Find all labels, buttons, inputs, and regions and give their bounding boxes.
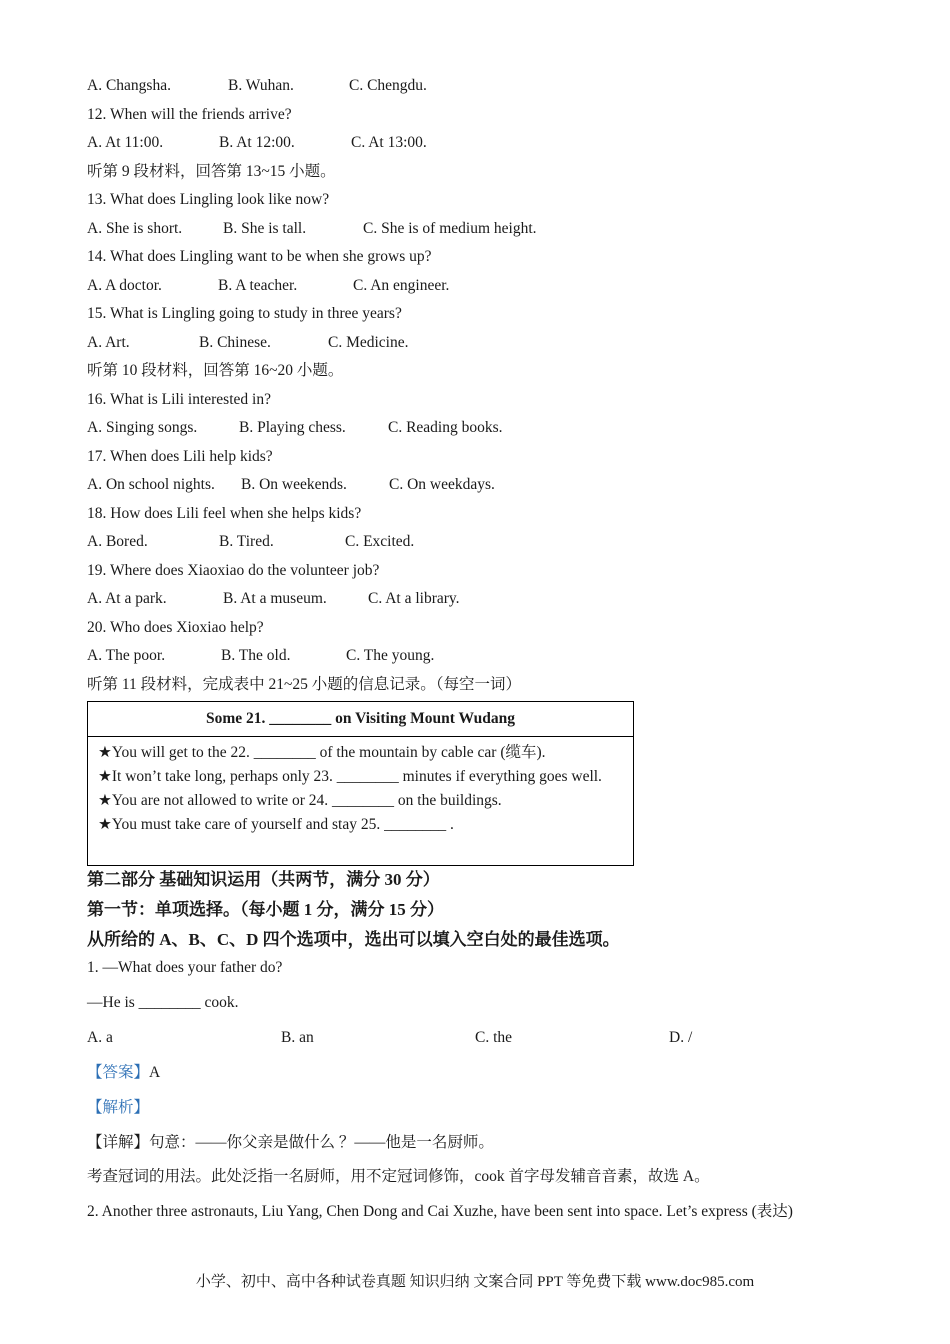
q16-option-b: B. Playing chess. bbox=[239, 419, 346, 436]
mc1-line2: —He is ________ cook. bbox=[87, 994, 239, 1011]
table-item-24: ★You are not allowed to write or 24. ________ on the buildings. bbox=[98, 792, 502, 809]
q11-option-a: A. Changsha. bbox=[87, 77, 171, 94]
page-footer: 小学、初中、高中各种试卷真题 知识归纳 文案合同 PPT 等免费下载 www.doc985.com bbox=[195, 1274, 755, 1290]
segment-10-instruction: 听第 10 段材料，回答第 16~20 小题。 bbox=[87, 362, 344, 379]
q19-option-a: A. At a park. bbox=[87, 590, 167, 607]
q17-option-b: B. On weekends. bbox=[241, 476, 347, 493]
q18-option-c: C. Excited. bbox=[345, 533, 415, 550]
q17-option-c: C. On weekdays. bbox=[389, 476, 495, 493]
q19-option-c: C. At a library. bbox=[368, 590, 460, 607]
q15-option-a: A. Art. bbox=[87, 334, 130, 351]
q20-question: 20. Who does Xioxiao help? bbox=[87, 619, 264, 636]
mc1-option-c: C. the bbox=[475, 1029, 513, 1046]
answer-value: A bbox=[149, 1064, 161, 1081]
segment-9-instruction: 听第 9 段材料，回答第 13~15 小题。 bbox=[87, 163, 336, 180]
q14-question: 14. What does Lingling want to be when she grows up? bbox=[87, 248, 432, 265]
table-item-25: ★You must take care of yourself and stay 25. ________ . bbox=[98, 816, 454, 833]
q15-option-b: B. Chinese. bbox=[199, 334, 271, 351]
answer-label: 【答案】 bbox=[87, 1064, 150, 1081]
section-one-heading: 第一节：单项选择。（每小题 1 分，满分 15 分） bbox=[87, 900, 444, 919]
q12-option-c: C. At 13:00. bbox=[351, 134, 427, 151]
q17-option-a: A. On school nights. bbox=[87, 476, 215, 493]
q19-option-b: B. At a museum. bbox=[223, 590, 327, 607]
mc1-option-b: B. an bbox=[281, 1029, 314, 1046]
mc1-option-a: A. a bbox=[87, 1029, 113, 1046]
q15-option-c: C. Medicine. bbox=[328, 334, 409, 351]
q13-option-b: B. She is tall. bbox=[223, 220, 307, 237]
section-instruction: 从所给的 A、B、C、D 四个选项中，选出可以填入空白处的最佳选项。 bbox=[87, 930, 620, 949]
q16-option-a: A. Singing songs. bbox=[87, 419, 198, 436]
q18-option-a: A. Bored. bbox=[87, 533, 148, 550]
analysis-line bbox=[87, 1098, 149, 1118]
answer-line bbox=[87, 1063, 160, 1083]
mc1-option-d: D. / bbox=[669, 1029, 693, 1046]
q12-option-a: A. At 11:00. bbox=[87, 134, 164, 151]
q11-option-c: C. Chengdu. bbox=[349, 77, 427, 94]
q18-option-b: B. Tired. bbox=[219, 533, 274, 550]
info-record-table bbox=[87, 701, 634, 866]
detail-line: 【详解】句意：——你父亲是做什么 ？——他是一名厨师。 bbox=[87, 1134, 494, 1151]
q11-option-b: B. Wuhan. bbox=[228, 77, 294, 94]
q19-question: 19. Where does Xiaoxiao do the volunteer job? bbox=[87, 562, 380, 579]
q14-option-a: A. A doctor. bbox=[87, 277, 162, 294]
segment-11-instruction: 听第 11 段材料，完成表中 21~25 小题的信息记录。（每空一词） bbox=[87, 676, 522, 693]
q15-question: 15. What is Lingling going to study in three years? bbox=[87, 305, 402, 322]
q13-option-a: A. She is short. bbox=[87, 220, 183, 237]
table-item-23: ★It won’t take long, perhaps only 23. ________ minutes if everything goes well. bbox=[98, 768, 602, 785]
q20-option-c: C. The young. bbox=[346, 647, 435, 664]
q14-option-b: B. A teacher. bbox=[218, 277, 298, 294]
q18-question: 18. How does Lili feel when she helps kids? bbox=[87, 505, 362, 522]
analysis-label: 【解析】 bbox=[87, 1099, 150, 1116]
q13-question: 13. What does Lingling look like now? bbox=[87, 191, 330, 208]
q20-option-b: B. The old. bbox=[221, 647, 291, 664]
part-two-heading: 第二部分 基础知识运用（共两节，满分 30 分） bbox=[87, 870, 440, 889]
table-item-22: ★You will get to the 22. ________ of the mountain by cable car (缆车). bbox=[98, 744, 546, 761]
q16-question: 16. What is Lili interested in? bbox=[87, 391, 271, 408]
q13-option-c: C. She is of medium height. bbox=[363, 220, 537, 237]
mc1-question: 1. —What does your father do? bbox=[87, 959, 283, 976]
q2-text: 2. Another three astronauts, Liu Yang, Chen Dong and Cai Xuzhe, have been sent into space. Let’s express (表达) bbox=[87, 1203, 793, 1220]
explanation-line: 考查冠词的用法。此处泛指一名厨师，用不定冠词修饰，cook 首字母发辅音音素，故选 A。 bbox=[87, 1168, 710, 1185]
q16-option-c: C. Reading books. bbox=[388, 419, 503, 436]
q12-question: 12. When will the friends arrive? bbox=[87, 106, 292, 123]
q20-option-a: A. The poor. bbox=[87, 647, 166, 664]
table-body bbox=[88, 737, 634, 866]
table-title: Some 21. ________ on Visiting Mount Wudang bbox=[88, 702, 634, 737]
q12-option-b: B. At 12:00. bbox=[219, 134, 295, 151]
q17-question: 17. When does Lili help kids? bbox=[87, 448, 273, 465]
q14-option-c: C. An engineer. bbox=[353, 277, 450, 294]
